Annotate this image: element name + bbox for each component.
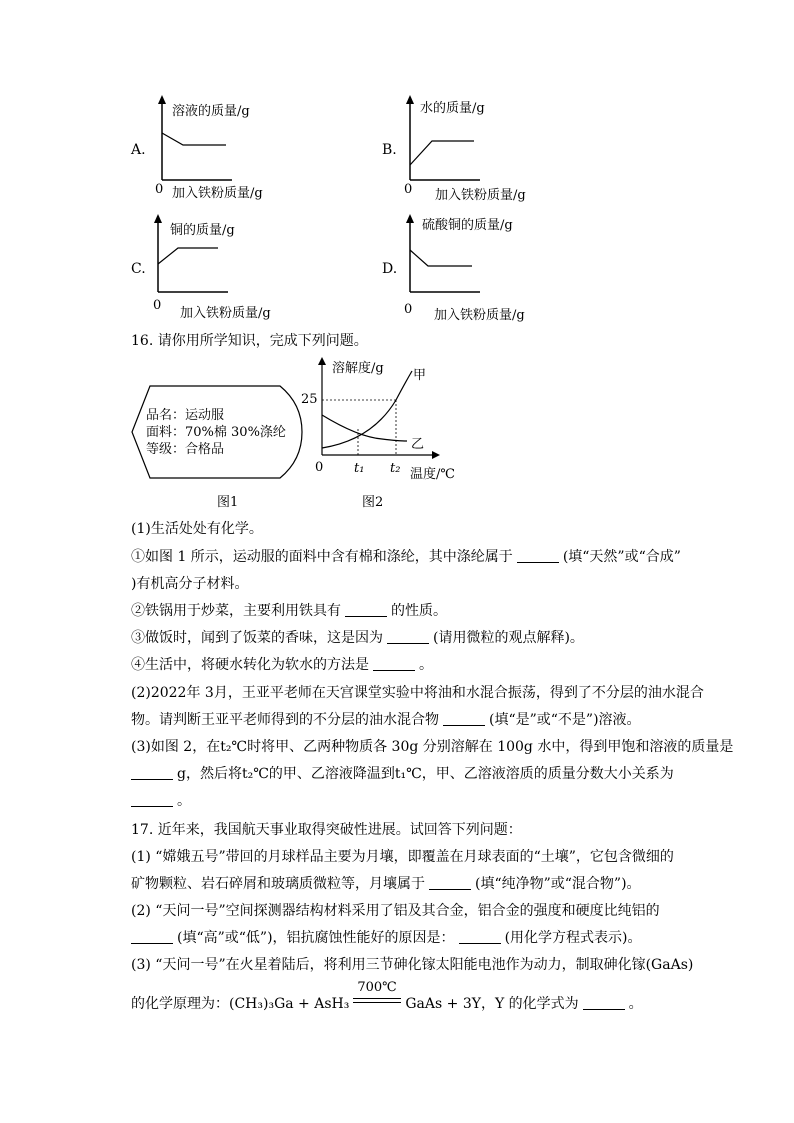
answer-blank[interactable] — [131, 765, 173, 780]
answer-blank[interactable] — [373, 656, 415, 671]
fig2-t1: t₁ — [354, 461, 365, 476]
option-b-letter: B. — [382, 142, 397, 158]
q16-p10: 。 — [131, 791, 191, 811]
fig2-ylabel: 溶解度/g — [332, 361, 384, 376]
answer-blank[interactable] — [131, 929, 173, 944]
fig2-xlabel: 温度/℃ — [410, 467, 455, 482]
q17-p3: (2) “天问一号”空间探测器结构材料采用了铝及其合金，铝合金的强度和硬度比纯铝的 — [131, 903, 660, 919]
option-a-letter: A. — [131, 142, 146, 158]
fig1-caption: 图1 — [217, 495, 239, 510]
fig2-origin: 0 — [315, 460, 324, 475]
q16-p4: ③做饭时，闻到了饭菜的香味，这是因为 (请用微粒的观点解释)。 — [131, 630, 584, 646]
q17-title: 17. 近年来，我国航天事业取得突破性进展。试回答下列问题： — [131, 822, 522, 838]
q16-p6: (2)2022年 3月，王亚平老师在天宫课堂实验中将油和水混合振荡，得到了不分层的油水混合 — [131, 685, 704, 701]
option-d-ylabel: 硫酸铜的质量/g — [422, 218, 513, 233]
q17-p4: (填“高”或“低”)，铝抗腐蚀性能好的原因是： (用化学方程式表示)。 — [131, 928, 642, 948]
option-a-ylabel: 溶液的质量/g — [172, 104, 250, 119]
fig2-caption: 图2 — [362, 495, 384, 510]
q16-p5: ④生活中，将硬水转化为软水的方法是 。 — [131, 657, 433, 673]
fig2-t2: t₂ — [390, 461, 401, 476]
q16-p3: ②铁锅用于炒菜，主要利用铁具有 的性质。 — [131, 603, 447, 619]
q17-p6: 的化学原理为：(CH₃)₃Ga + AsH₃ 700℃ GaAs + 3Y，Y 的化学式为 。 — [131, 980, 643, 1012]
q16-p8: (3)如图 2，在t₂℃时将甲、乙两种物质各 30g 分别溶解在 100g 水中，得到甲饱和溶液的质量是 — [131, 739, 734, 755]
option-a-xlabel: 加入铁粉质量/g — [172, 186, 263, 201]
option-b-origin: 0 — [404, 182, 413, 197]
answer-blank[interactable] — [345, 602, 387, 617]
fig2-label-yi: 乙 — [411, 437, 425, 452]
q16-p7: 物。请判断王亚平老师得到的不分层的油水混合物 (填“是”或“不是”)溶液。 — [131, 712, 641, 728]
option-b-xlabel: 加入铁粉质量/g — [435, 188, 526, 203]
option-c-ylabel: 铜的质量/g — [170, 223, 235, 238]
answer-blank[interactable] — [443, 711, 485, 726]
option-b-ylabel: 水的质量/g — [420, 101, 485, 116]
q17-p5: (3) “天问一号”在火星着陆后，将利用三节砷化镓太阳能电池作为动力，制取砷化镓(GaAs) — [131, 957, 694, 973]
option-c-xlabel: 加入铁粉质量/g — [180, 306, 271, 321]
q16-p9: g，然后将t₂℃的甲、乙溶液降温到t₁℃，甲、乙溶液溶质的质量分数大小关系为 — [131, 764, 674, 784]
q17-p2: 矿物颗粒、岩石碎屑和玻璃质微粒等，月壤属于 (填“纯净物”或“混合物”)。 — [131, 876, 641, 892]
fig2-label-jia: 甲 — [413, 368, 427, 383]
fig1-line2: 面料：70%棉 30%涤纶 — [146, 425, 286, 440]
option-d-letter: D. — [382, 261, 398, 277]
answer-blank[interactable] — [387, 629, 429, 644]
fig1-line1: 品名：运动服 — [146, 408, 225, 423]
reaction-condition: 700℃ — [353, 994, 401, 1014]
answer-blank[interactable] — [429, 875, 471, 890]
option-d-origin: 0 — [404, 302, 413, 317]
option-c-origin: 0 — [153, 298, 162, 313]
answer-blank[interactable] — [131, 792, 173, 807]
fig1-line3: 等级：合格品 — [146, 442, 225, 457]
answer-blank[interactable] — [459, 929, 501, 944]
q16-title: 16. 请你用所学知识，完成下列问题。 — [131, 333, 368, 349]
fig2-tick-25: 25 — [301, 392, 318, 407]
answer-blank[interactable] — [583, 995, 625, 1010]
q16-p2: ①如图 1 所示，运动服的面料中含有棉和涤纶，其中涤纶属于 (填“天然”或“合成” — [131, 549, 681, 565]
option-d-xlabel: 加入铁粉质量/g — [434, 308, 525, 323]
q16-p2c: )有机高分子材料。 — [131, 576, 249, 592]
option-c-letter: C. — [131, 261, 146, 277]
q16-p1: (1)生活处处有化学。 — [131, 521, 263, 537]
q17-p1: (1) “嫦娥五号”带回的月球样品主要为月壤，即覆盖在月球表面的“土壤”，它包含微细的 — [131, 849, 674, 865]
answer-blank[interactable] — [517, 548, 559, 563]
option-a-origin: 0 — [155, 182, 164, 197]
